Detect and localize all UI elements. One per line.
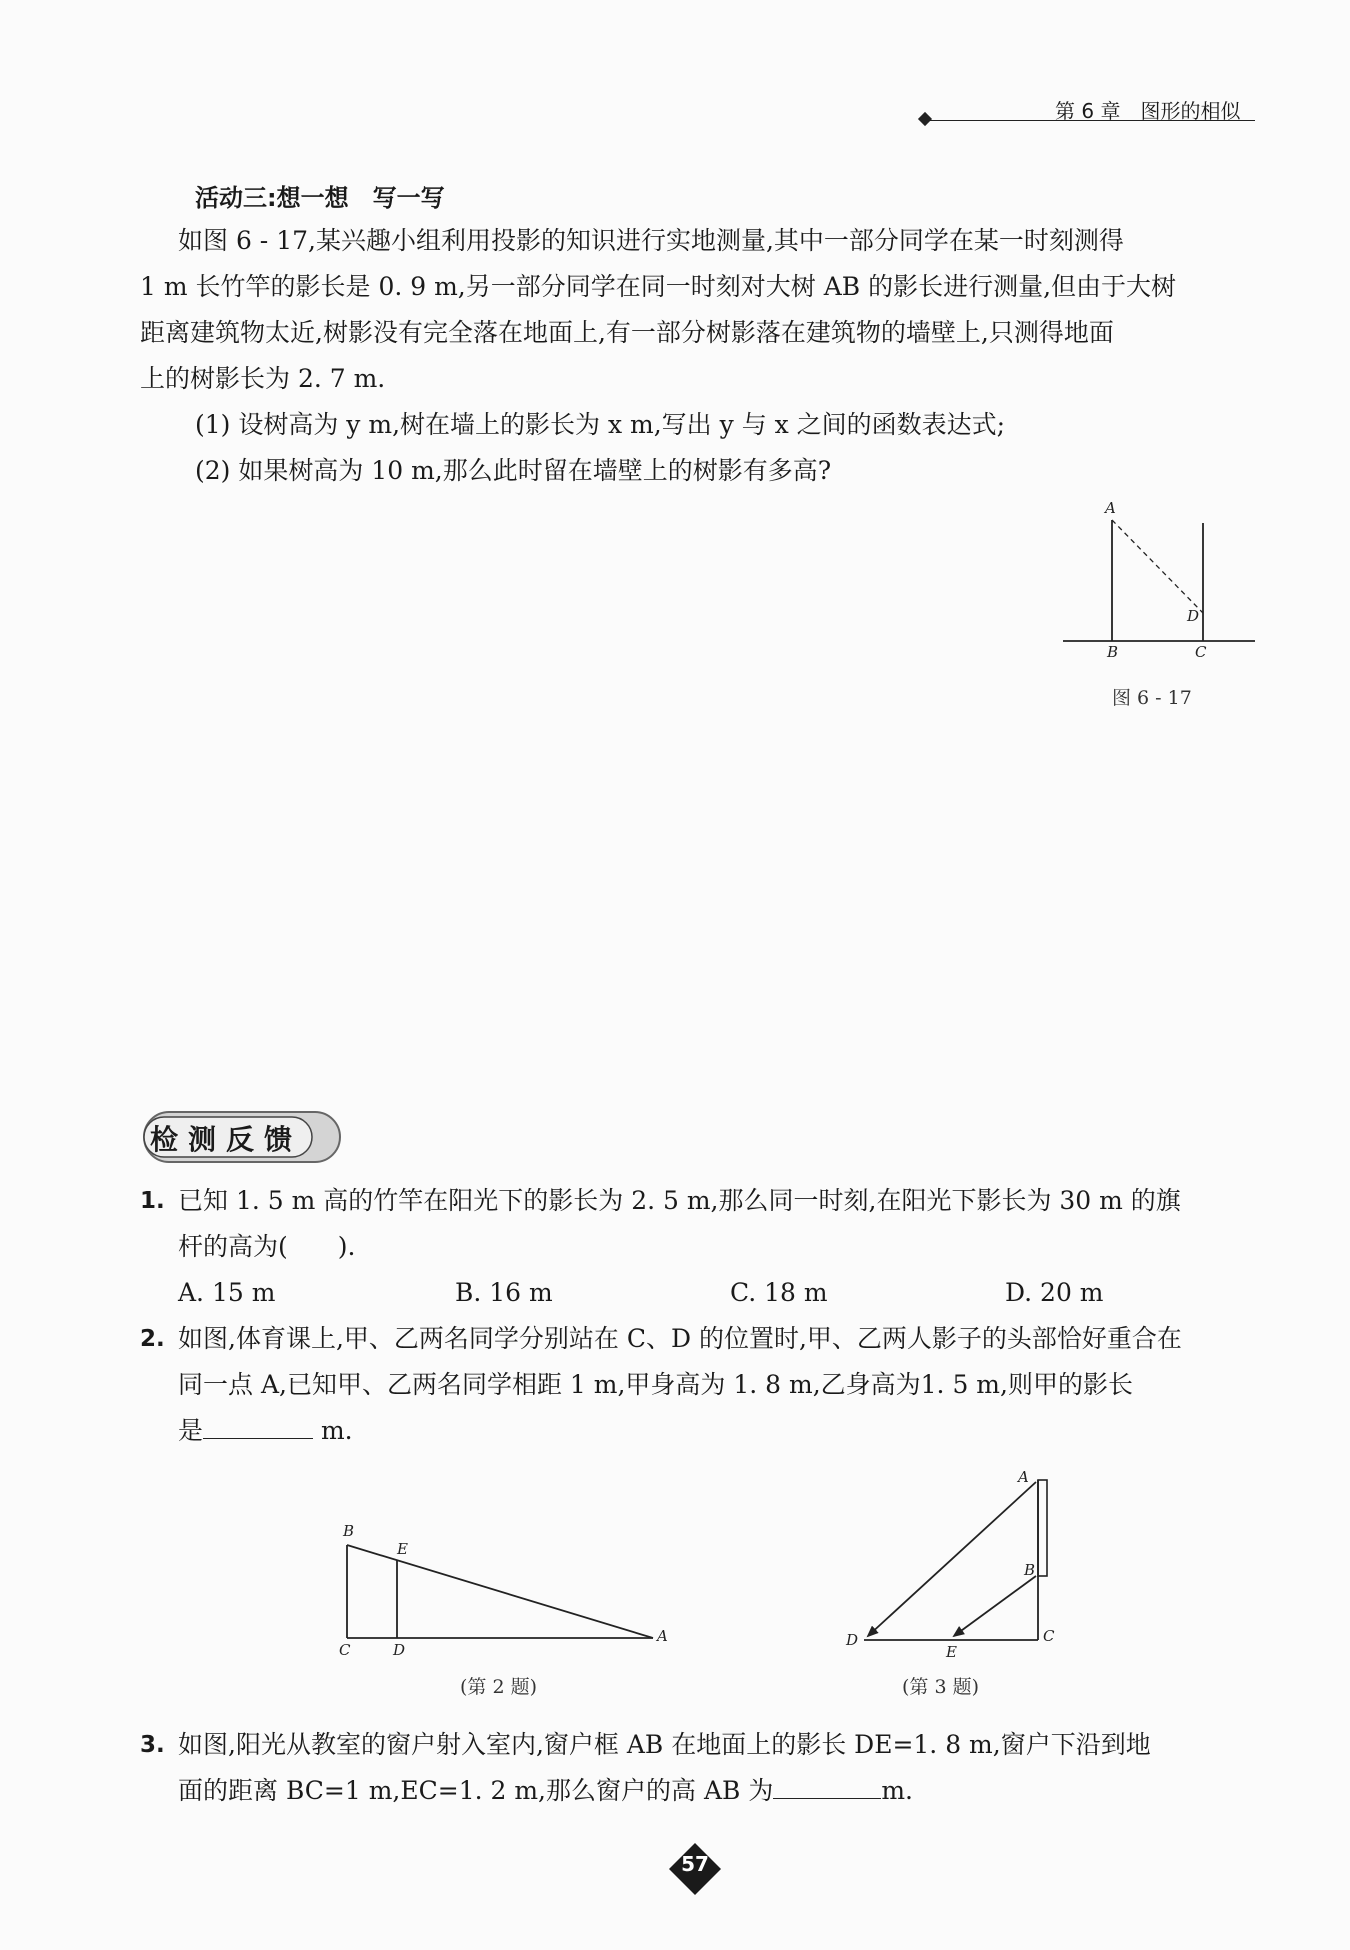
q1-option-d: D. 20 m [1005,1278,1104,1307]
ray-b-to-e [954,1576,1036,1636]
figure-6-17-caption: 图 6 - 17 [1112,687,1192,709]
q1-number: 1. [140,1188,165,1214]
q3-line-2-prefix: 面的距离 BC=1 m,EC=1. 2 m,那么窗户的高 AB 为 [178,1776,774,1805]
q2-line-3-prefix: 是 [178,1416,204,1445]
q2-number: 2. [140,1326,165,1352]
section-title-feedback: 检测反馈 [150,1123,303,1156]
figure-q2 [335,1520,680,1660]
q2-label-d: D [393,1641,406,1659]
figure-q3 [840,1460,1080,1670]
q3-label-b: B [1024,1561,1036,1579]
figure-q2-caption: (第 2 题) [460,1676,537,1698]
chapter-header [1055,95,1240,124]
activity-line-2: 1 m 长竹竿的影长是 0. 9 m,另一部分同学在同一时刻对大树 AB 的影长进行测量,但由于大树 [140,272,1177,301]
q1-line-2: 杆的高为( ). [178,1232,356,1261]
header-diamond-icon [918,112,932,126]
q3-answer-blank[interactable] [773,1772,881,1799]
chapter-number: 第 6 章 [1055,99,1121,123]
segment-ba [347,1545,653,1638]
activity-line-4: 上的树影长为 2. 7 m. [140,364,386,393]
chapter-title: 图形的相似 [1140,99,1241,123]
q3-number: 3. [140,1732,165,1758]
q2-label-b: B [343,1522,355,1540]
activity-line-1: 如图 6 - 17,某兴趣小组利用投影的知识进行实地测量,其中一部分同学在某一时刻测得 [178,226,1124,255]
q3-line-2 [178,1768,913,1814]
ray-a-to-d [868,1482,1036,1636]
q2-line-1: 如图,体育课上,甲、乙两名同学分别站在 C、D 的位置时,甲、乙两人影子的头部恰好重合在 [178,1324,1182,1353]
q2-line-3-suffix: m. [313,1416,353,1445]
q3-label-d: D [846,1631,859,1649]
q2-line-3 [178,1408,353,1454]
q2-answer-blank[interactable] [203,1412,313,1439]
q3-label-c: C [1043,1627,1055,1645]
activity-question-1: (1) 设树高为 y m,树在墙上的影长为 x m,写出 y 与 x 之间的函数表达式; [195,410,1006,439]
q2-label-a: A [657,1627,668,1645]
q3-line-1: 如图,阳光从教室的窗户射入室内,窗户框 AB 在地面上的影长 DE=1. 8 m,窗户下沿到地 [178,1730,1151,1759]
q1-option-b: B. 16 m [455,1278,553,1307]
label-c: C [1195,643,1207,661]
q2-line-2: 同一点 A,已知甲、乙两名同学相距 1 m,甲身高为 1. 8 m,乙身高为1. 5 m,则甲的影长 [178,1370,1133,1399]
q2-label-e: E [397,1540,408,1558]
label-a: A [1105,499,1116,517]
label-b: B [1107,643,1119,661]
label-d: D [1187,607,1200,625]
q3-label-a: A [1018,1468,1029,1486]
q2-label-c: C [339,1641,351,1659]
figure-q3-caption: (第 3 题) [902,1676,979,1698]
window-frame-ab [1038,1480,1047,1576]
activity-title: 活动三:想一想 写一写 [195,184,445,212]
q1-option-a: A. 15 m [178,1278,276,1307]
activity-question-2: (2) 如果树高为 10 m,那么此时留在墙壁上的树影有多高? [195,456,832,485]
page-number: 57 [681,1852,709,1876]
figure-6-17 [1055,495,1260,670]
q1-option-c: C. 18 m [730,1278,828,1307]
sun-ray-dashed [1112,520,1203,613]
q3-line-2-suffix: m. [881,1776,913,1805]
q3-label-e: E [946,1643,957,1661]
q1-line-1: 已知 1. 5 m 高的竹竿在阳光下的影长为 2. 5 m,那么同一时刻,在阳光下影长为 30 m 的旗 [178,1186,1181,1215]
activity-line-3: 距离建筑物太近,树影没有完全落在地面上,有一部分树影落在建筑物的墙壁上,只测得地面 [140,318,1114,347]
